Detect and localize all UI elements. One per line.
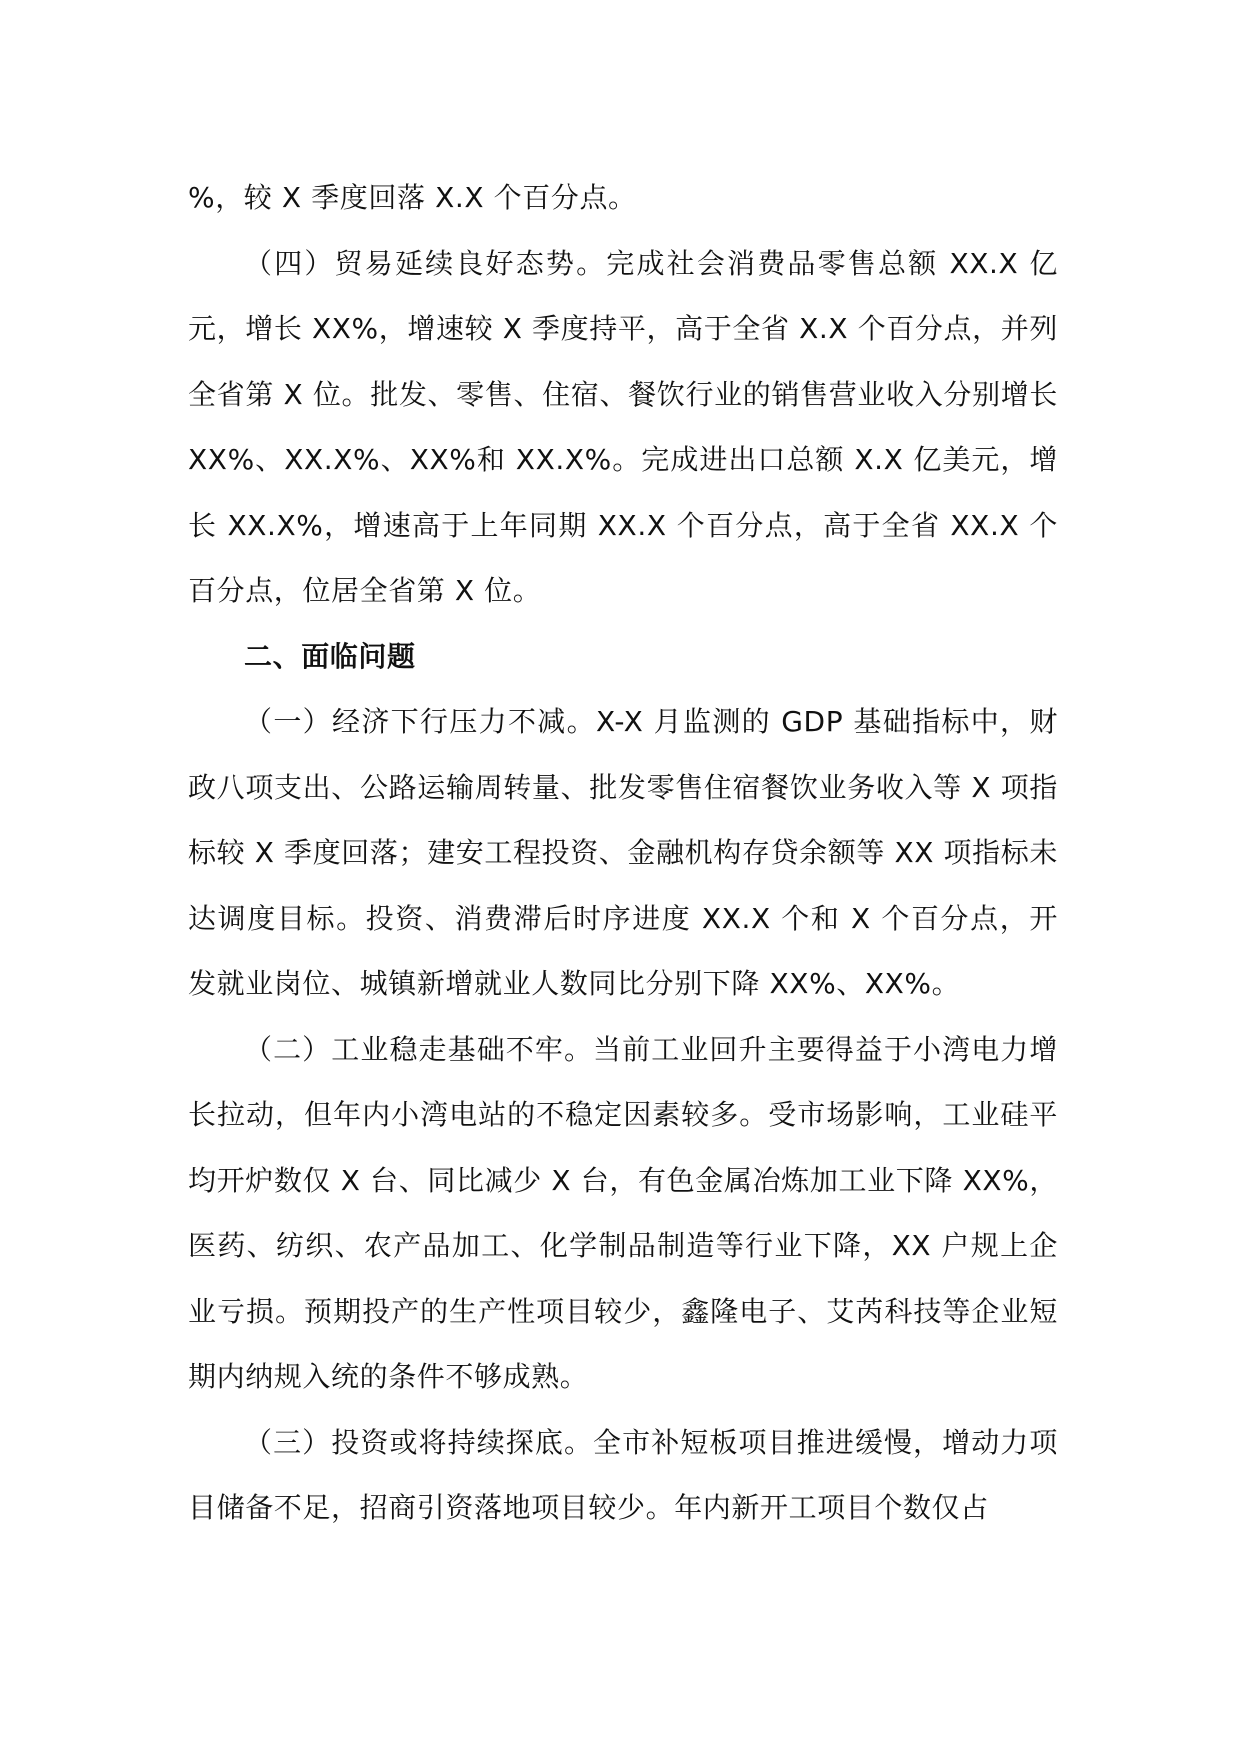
paragraph-economic-pressure: （一）经济下行压力不减。X-X 月监测的 GDP 基础指标中，财政八项支出、公路运输周转量、批发零售住宿餐饮业务收入等 X 项指标较 X 季度回落；建安工程投资、金融机构存贷余额等 XX 项指标未达调度目标。投资、消费滞后时序进度 XX.X 个和 X 个百分点，开发就业岗位、城镇新增就业人数同比分别下降 XX%、XX%。 [188,705,1058,1000]
paragraph-industry: （二）工业稳走基础不牢。当前工业回升主要得益于小湾电力增长拉动，但年内小湾电站的不稳定因素较多。受市场影响，工业硅平均开炉数仅 X 台、同比减少 X 台，有色金属冶炼加工业下降 XX%，医药、纺织、农产品加工、化学制品制造等行业下降，XX 户规上企业亏损。预期投产的生产性项目较少，鑫隆电子、艾芮科技等企业短期内纳规入统的条件不够成熟。 [188,1032,1058,1393]
paragraph-trade: （四）贸易延续良好态势。完成社会消费品零售总额 XX.X 亿元，增长 XX%，增速较 X 季度持平，高于全省 X.X 个百分点，并列全省第 X 位。批发、零售、住宿、餐饮行业的销售营业收入分别增长 XX%、XX.X%、XX%和 XX.X%。完成进出口总额 X.X 亿美元，增长 XX.X%，增速高于上年同期 XX.X 个百分点，高于全省 XX.X 个百分点，位居全省第 X 位。 [188,246,1058,607]
document-body [188,165,1058,1541]
paragraph-investment: （三）投资或将持续探底。全市补短板项目推进缓慢，增动力项目储备不足，招商引资落地项目较少。年内新开工项目个数仅占 [188,1425,1058,1524]
paragraph-continuation: %，较 X 季度回落 X.X 个百分点。 [188,181,637,214]
section-heading-problems: 二、面临问题 [244,639,416,673]
